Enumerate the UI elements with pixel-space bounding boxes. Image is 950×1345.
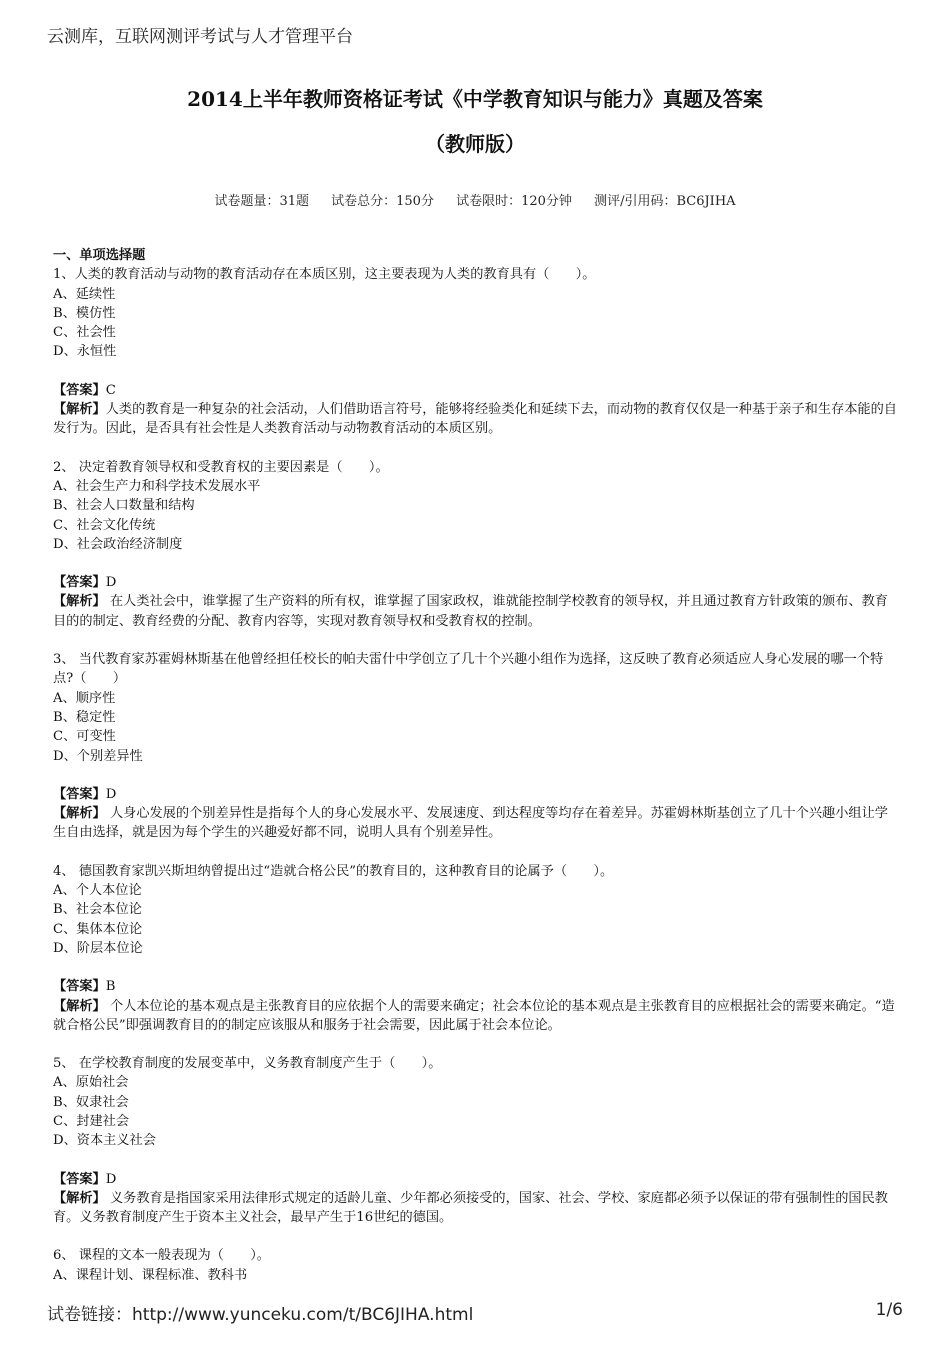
option: C、可变性 xyxy=(53,729,116,745)
option: C、集体本位论 xyxy=(53,921,143,937)
exam-subtitle: （教师版） xyxy=(425,132,525,156)
option: D、资本主义社会 xyxy=(53,1133,156,1149)
reference-code: 测评/引用码：BC6JIHA xyxy=(594,194,736,209)
analysis xyxy=(53,592,901,631)
answer-label: 【答案】 xyxy=(53,786,106,802)
answer xyxy=(53,977,901,996)
analysis-label: 【解析】 xyxy=(53,1190,106,1206)
answer-label: 【答案】 xyxy=(53,979,106,995)
analysis xyxy=(53,804,901,843)
answer-label: 【答案】 xyxy=(53,575,106,591)
footer-label: 试卷链接： xyxy=(47,1305,132,1325)
question-stem: 3、 当代教育家苏霍姆林斯基在他曾经担任校长的帕夫雷什中学创立了几十个兴趣小组作为选择，这反映了教育必须适应人身心发展的哪一个特点?（ ） xyxy=(53,652,884,687)
exam-meta xyxy=(0,190,950,209)
analysis xyxy=(53,997,901,1036)
question-stem: 1、人类的教育活动与动物的教育活动存在本质区别，这主要表现为人类的教育具有（ ）。 xyxy=(53,267,596,283)
analysis-label: 【解析】 xyxy=(53,806,106,822)
option: A、社会生产力和科学技术发展水平 xyxy=(53,478,261,494)
question-count: 试卷题量：31题 xyxy=(214,194,309,209)
answer-value: D xyxy=(105,575,117,591)
exam-link[interactable]: http://www.yunceku.com/t/BC6JIHA.html xyxy=(132,1305,474,1325)
option: C、封建社会 xyxy=(53,1113,130,1129)
answer-label: 【答案】 xyxy=(53,1171,106,1187)
analysis-text: 个人本位论的基本观点是主张教育目的应依据个人的需要来确定；社会本位论的基本观点是主张教育目的应根据社会的需要来确定。“造就合格公民”即强调教育目的的制定应该服从和服务于社会需要，因此属于社会本位论。 xyxy=(53,998,895,1033)
option: B、稳定性 xyxy=(53,709,116,725)
question-stem: 4、 德国教育家凯兴斯坦纳曾提出过“造就合格公民”的教育目的，这种教育目的论属予（ ）。 xyxy=(53,863,614,879)
question-block xyxy=(53,1246,901,1285)
option: C、社会文化传统 xyxy=(53,517,156,533)
answer xyxy=(53,1170,901,1189)
analysis-label: 【解析】 xyxy=(53,402,106,418)
answer-value: D xyxy=(105,1171,117,1187)
page-footer xyxy=(47,1300,903,1325)
total-score: 试卷总分：150分 xyxy=(331,194,434,209)
option: B、模仿性 xyxy=(53,305,116,321)
analysis-label: 【解析】 xyxy=(53,594,106,610)
question-stem: 6、 课程的文本一般表现为（ ）。 xyxy=(53,1248,270,1264)
analysis-text: 义务教育是指国家采用法律形式规定的适龄儿童、少年都必须接受的，国家、社会、学校、家庭都必须予以保证的带有强制性的国民教育。义务教育制度产生于资本主义社会，最早产生于16世纪的德国。 xyxy=(53,1190,888,1226)
exam-content xyxy=(53,246,901,1285)
answer xyxy=(53,785,901,804)
section-title: 一、单项选择题 xyxy=(53,248,146,263)
question-stem: 2、 决定着教育领导权和受教育权的主要因素是（ ）。 xyxy=(53,459,389,475)
answer xyxy=(53,573,901,592)
option: A、课程计划、课程标准、教科书 xyxy=(53,1267,248,1283)
time-limit: 试卷限时：120分钟 xyxy=(456,194,572,209)
question-block xyxy=(53,1054,901,1246)
question-block xyxy=(53,265,901,457)
answer-value: C xyxy=(105,382,116,398)
question-stem: 5、 在学校教育制度的发展变革中，义务教育制度产生于（ ）。 xyxy=(53,1056,442,1072)
option: D、社会政治经济制度 xyxy=(53,536,183,552)
site-header: 云测库，互联网测评考试与人才管理平台 xyxy=(47,27,353,47)
page-number: 1/6 xyxy=(875,1300,903,1320)
analysis-text: 在人类社会中，谁掌握了生产资料的所有权，谁掌握了国家政权，谁就能控制学校教育的领导权，并且通过教育方针政策的颁布、教育目的的制定、教育经费的分配、教育内容等，实现对教育领导权和受教育权的控制。 xyxy=(53,594,888,629)
option: A、原始社会 xyxy=(53,1075,129,1091)
option: D、阶层本位论 xyxy=(53,940,143,956)
option: B、社会人口数量和结构 xyxy=(53,498,195,514)
option: A、个人本位论 xyxy=(53,883,142,899)
analysis-label: 【解析】 xyxy=(53,998,106,1014)
answer-value: D xyxy=(105,786,117,802)
option: D、个别差异性 xyxy=(53,748,143,764)
answer-label: 【答案】 xyxy=(53,382,106,398)
question-block xyxy=(53,458,901,650)
option: C、社会性 xyxy=(53,325,116,341)
answer xyxy=(53,381,901,400)
option: D、永恒性 xyxy=(53,344,117,360)
option: A、延续性 xyxy=(53,286,116,302)
option: B、社会本位论 xyxy=(53,902,142,918)
option: A、顺序性 xyxy=(53,690,116,706)
analysis-text: 人身心发展的个别差异性是指每个人的身心发展水平、发展速度、到达程度等均存在着差异。苏霍姆林斯基创立了几十个兴趣小组让学生自由选择，就是因为每个学生的兴趣爱好都不同，说明人具有个别差异性。 xyxy=(53,806,888,841)
analysis-text: 人类的教育是一种复杂的社会活动，人们借助语言符号，能够将经验类化和延续下去，而动物的教育仅仅是一种基于亲子和生存本能的自发行为。因此，是否具有社会性是人类教育活动与动物教育活动的本质区别。 xyxy=(53,402,897,437)
option: B、奴隶社会 xyxy=(53,1094,129,1110)
exam-title: 2014上半年教师资格证考试《中学教育知识与能力》真题及答案 xyxy=(187,87,763,111)
analysis xyxy=(53,1189,901,1228)
question-block xyxy=(53,862,901,1054)
question-block xyxy=(53,650,901,862)
analysis xyxy=(53,400,901,439)
answer-value: B xyxy=(105,979,116,995)
